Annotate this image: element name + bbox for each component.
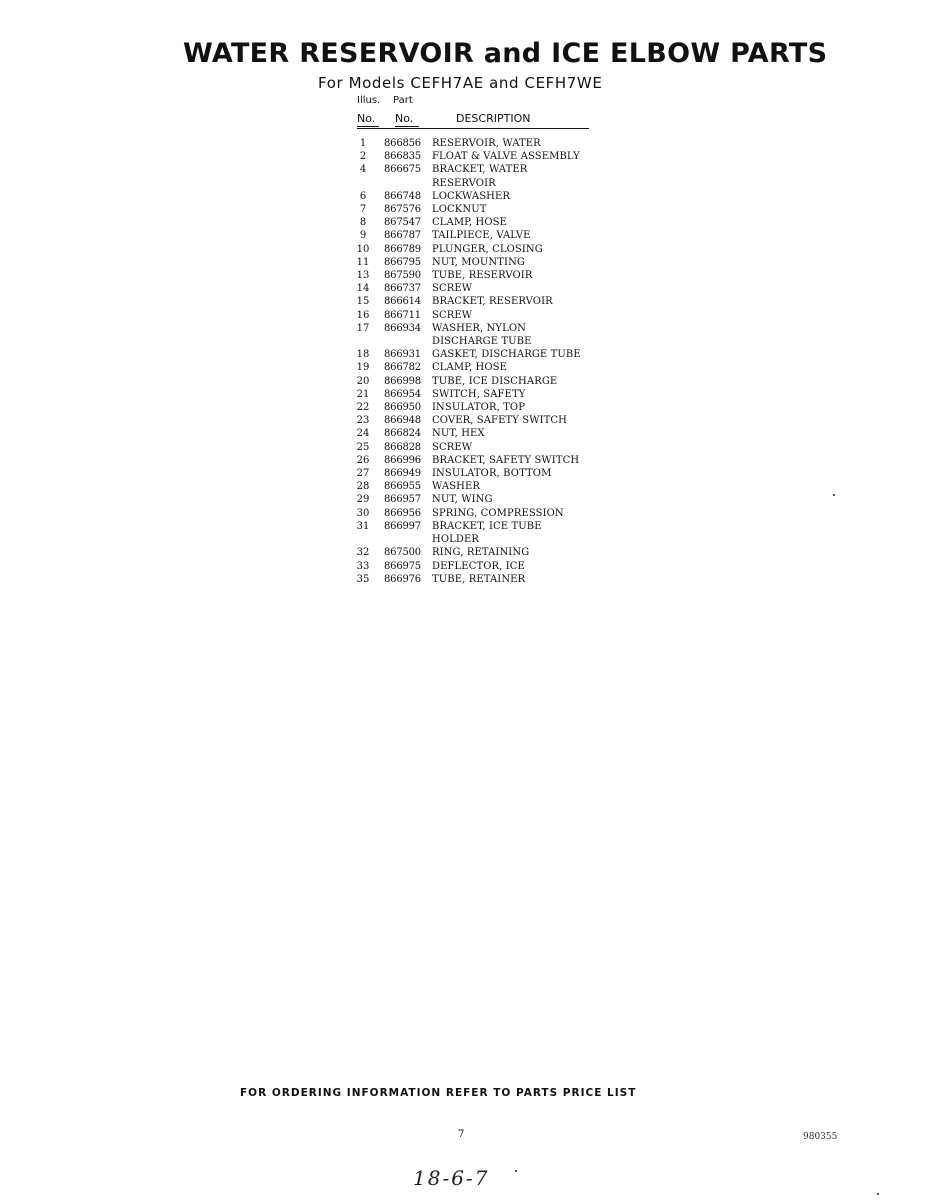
part-description: PLUNGER, CLOSING — [432, 243, 543, 255]
illus-number: 16 — [356, 309, 370, 321]
illus-number: 13 — [356, 270, 370, 282]
illus-number: 1 — [359, 138, 367, 149]
part-description: TUBE, RETAINER — [432, 573, 526, 585]
description-header: DESCRIPTION — [456, 112, 531, 125]
illus-number: 21 — [356, 388, 370, 400]
part-number: 866955 — [384, 481, 421, 493]
illus-number: 27 — [356, 468, 370, 480]
part-no-header: No. — [395, 112, 414, 125]
illus-number: 6 — [359, 190, 367, 202]
illus-number: 23 — [356, 415, 370, 427]
illus-number: 8 — [359, 217, 367, 229]
part-number: 866828 — [384, 441, 421, 453]
part-number: 866934 — [384, 322, 421, 334]
part-number: 866998 — [384, 375, 421, 387]
illus-number: 2 — [359, 151, 367, 163]
part-description: WASHER — [432, 481, 481, 493]
part-row — [355, 150, 605, 163]
illus-no-header: No. — [357, 112, 376, 125]
illus-number: 32 — [356, 547, 370, 559]
part-header-label: Part — [393, 95, 413, 106]
part-row — [355, 348, 605, 361]
part-description: BRACKET, RESERVOIR — [432, 296, 553, 308]
part-description: SPRING, COMPRESSION — [432, 507, 564, 519]
part-row — [355, 203, 605, 216]
part-number: 866956 — [384, 507, 421, 519]
part-number: 866957 — [384, 494, 421, 506]
illus-number: 26 — [356, 454, 370, 466]
illus-number: 4 — [359, 164, 367, 176]
part-description: RING, RETAINING — [432, 547, 530, 559]
part-row — [355, 256, 605, 269]
part-description: CLAMP, HOSE — [432, 217, 507, 229]
document-code: 980355 — [803, 1132, 838, 1142]
part-description: FLOAT & VALVE ASSEMBLY — [432, 151, 580, 163]
part-description: RESERVOIR, WATER — [432, 138, 541, 149]
part-description: NUT, MOUNTING — [432, 256, 526, 268]
scan-speck — [877, 1193, 879, 1195]
illus-number: 29 — [356, 494, 370, 506]
part-row — [355, 388, 605, 401]
illus-number: 35 — [356, 573, 370, 585]
illus-number: 22 — [356, 402, 370, 414]
part-description: NUT, HEX — [432, 428, 485, 440]
part-number: 866782 — [384, 362, 421, 374]
part-number: 866824 — [384, 428, 421, 440]
illus-header-label: Illus. — [357, 95, 381, 106]
part-number: 866748 — [384, 190, 421, 202]
illus-number: 19 — [356, 362, 370, 374]
page-title: WATER RESERVOIR and ICE ELBOW PARTS — [183, 38, 828, 69]
illus-number: 7 — [359, 204, 367, 216]
part-description: LOCKNUT — [432, 204, 487, 216]
part-row — [355, 309, 605, 322]
part-description: BRACKET, ICE TUBE HOLDER — [432, 520, 542, 546]
part-row — [355, 520, 605, 546]
part-row — [355, 401, 605, 414]
part-description: TAILPIECE, VALVE — [432, 230, 531, 242]
column-header-top — [357, 95, 413, 106]
part-number: 866954 — [384, 388, 421, 400]
part-number: 866675 — [384, 164, 421, 176]
part-row — [355, 282, 605, 295]
part-description: INSULATOR, TOP — [432, 402, 526, 414]
part-number: 867590 — [384, 270, 421, 282]
illus-number: 20 — [356, 375, 370, 387]
part-description: SCREW — [432, 441, 473, 453]
part-row — [355, 229, 605, 242]
part-number: 867547 — [384, 217, 421, 229]
part-description: BRACKET, SAFETY SWITCH — [432, 454, 580, 466]
part-row — [355, 361, 605, 374]
part-number: 866949 — [384, 468, 421, 480]
part-description: SCREW — [432, 283, 473, 295]
parts-list — [355, 137, 605, 586]
part-description: COVER, SAFETY SWITCH — [432, 415, 567, 427]
part-number: 866795 — [384, 256, 421, 268]
illus-number: 25 — [356, 441, 370, 453]
part-row — [355, 467, 605, 480]
part-description: LOCKWASHER — [432, 190, 511, 202]
part-number: 866996 — [384, 454, 421, 466]
illus-number: 15 — [356, 296, 370, 308]
handwritten-note: 18-6-7 — [413, 1166, 490, 1190]
part-row — [355, 573, 605, 586]
part-description: TUBE, RESERVOIR — [432, 270, 533, 282]
illus-number: 10 — [356, 243, 370, 255]
part-row — [355, 560, 605, 573]
part-row — [355, 427, 605, 440]
models-subtitle: For Models CEFH7AE and CEFH7WE — [318, 74, 603, 92]
illus-number: 30 — [356, 507, 370, 519]
part-number: 866789 — [384, 243, 421, 255]
page-number: 7 — [458, 1129, 465, 1140]
part-number: 866737 — [384, 283, 421, 295]
ordering-info-note: FOR ORDERING INFORMATION REFER TO PARTS PRICE LIST — [240, 1087, 637, 1099]
part-number: 866997 — [384, 520, 421, 532]
illus-number: 17 — [356, 322, 370, 334]
part-row — [355, 295, 605, 308]
part-description: CLAMP, HOSE — [432, 362, 507, 374]
part-number: 866948 — [384, 415, 421, 427]
part-row — [355, 375, 605, 388]
column-header-row — [357, 112, 589, 129]
part-description: BRACKET, WATER RESERVOIR — [432, 164, 528, 189]
part-number: 866835 — [384, 151, 421, 163]
part-row — [355, 441, 605, 454]
part-row — [355, 322, 605, 348]
part-number: 866711 — [384, 309, 421, 321]
part-description: DEFLECTOR, ICE — [432, 560, 525, 572]
part-row — [355, 493, 605, 506]
part-number: 867576 — [384, 204, 421, 216]
part-row — [355, 163, 605, 189]
illus-number: 24 — [356, 428, 370, 440]
illus-number: 14 — [356, 283, 370, 295]
illus-number: 18 — [356, 349, 370, 361]
illus-number: 9 — [359, 230, 367, 242]
part-number: 866856 — [384, 138, 421, 149]
part-description: WASHER, NYLON DISCHARGE TUBE — [432, 322, 532, 348]
part-number: 866614 — [384, 296, 421, 308]
part-row — [355, 480, 605, 493]
illus-no-underline — [357, 126, 379, 127]
part-row — [355, 454, 605, 467]
part-row — [355, 137, 605, 150]
illus-number: 31 — [356, 520, 370, 532]
part-number: 866950 — [384, 402, 421, 414]
part-description: TUBE, ICE DISCHARGE — [432, 375, 558, 387]
illus-number: 11 — [356, 256, 370, 268]
part-number: 866975 — [384, 560, 421, 572]
part-no-underline — [395, 126, 419, 127]
part-row — [355, 507, 605, 520]
part-row — [355, 414, 605, 427]
scan-speck — [515, 1170, 517, 1172]
part-row — [355, 190, 605, 203]
illus-number: 33 — [356, 560, 370, 572]
illus-number: 28 — [356, 481, 370, 493]
part-number: 867500 — [384, 547, 421, 559]
part-number: 866787 — [384, 230, 421, 242]
part-description: NUT, WING — [432, 494, 493, 506]
part-number: 866931 — [384, 349, 421, 361]
part-number: 866976 — [384, 573, 421, 585]
part-description: SCREW — [432, 309, 473, 321]
scan-speck — [833, 494, 835, 496]
part-description: SWITCH, SAFETY — [432, 388, 526, 400]
part-row — [355, 269, 605, 282]
part-row — [355, 243, 605, 256]
part-row — [355, 216, 605, 229]
part-description: INSULATOR, BOTTOM — [432, 468, 552, 480]
part-row — [355, 546, 605, 559]
part-description: GASKET, DISCHARGE TUBE — [432, 349, 581, 361]
